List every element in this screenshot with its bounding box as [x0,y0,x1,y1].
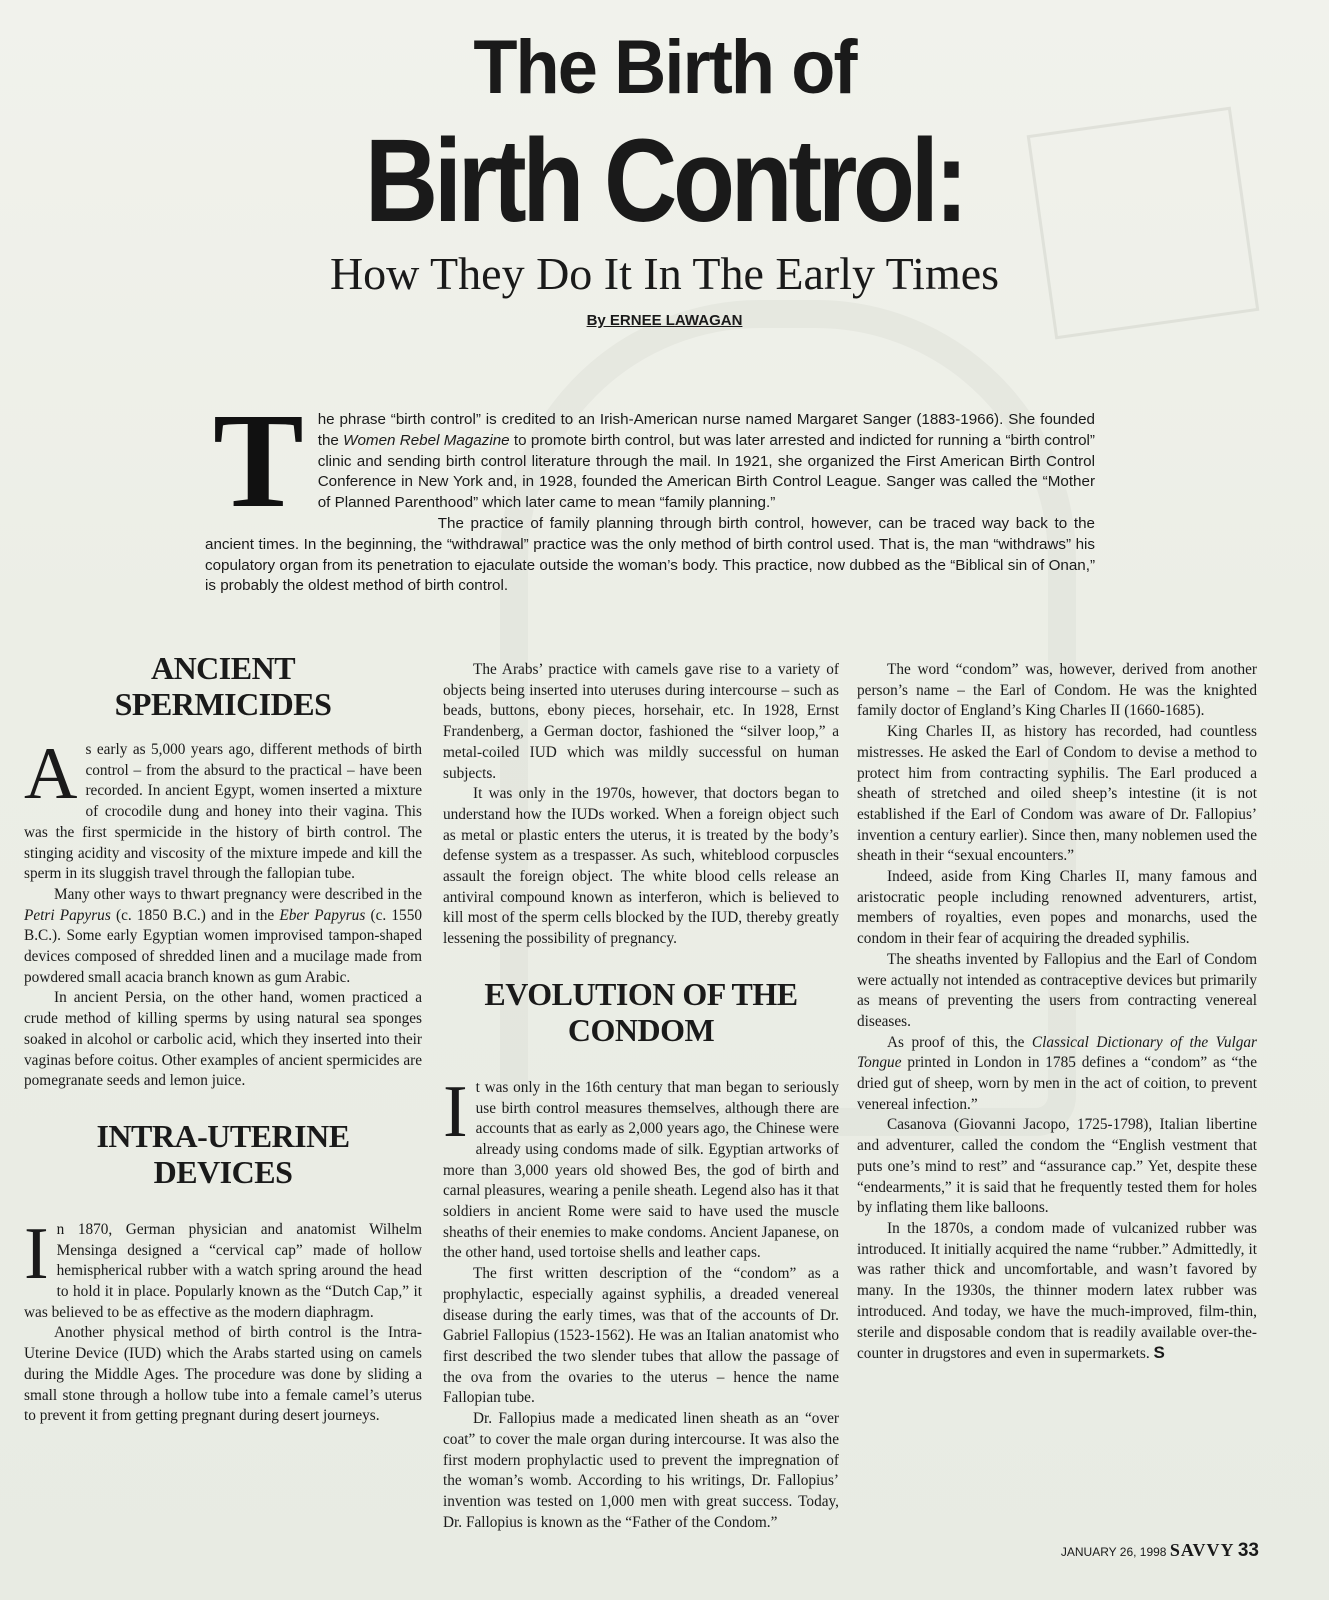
headline-line2: Birth Control: [364,115,965,247]
page-number: 33 [1237,1540,1259,1561]
paragraph: The Arabs’ practice with camels gave rise to a variety of objects being inserted into uteruses during intercourse – such as beads, buttons, ebony pieces, horsehair, etc. In 1928, Ernst Frandenberg, a German doctor, fashioned the “silver loop,” a metal-coiled IUD which was mildly successful on human subjects. [443,661,839,782]
page-footer [1061,1540,1259,1562]
column-2 [443,660,839,1533]
subtitle: How They Do It In The Early Times [329,248,1000,299]
paragraph: Casanova (Giovanni Jacopo, 1725-1798), Italian libertine and adventurer, called the condom the “English vestment that puts one’s mind to rest” and “assurance cap.” Yet, despite these “endearments,” it is said that he frequently tested them for holes by inflating them like balloons. [857,1116,1257,1217]
byline: By ERNEE LAWAGAN [586,312,743,329]
paragraph: Dr. Fallopius made a medicated linen sheath as an “over coat” to cover the male organ during intercourse. It was also the first modern prophylactic used to prevent the impregnation of the woman’s womb. According to his writings, Dr. Fallopius’ invention was tested on 1,000 men with great success. Today, Dr. Fallopius is known as the “Father of the Condom.” [443,1410,839,1531]
drop-cap: A [24,733,78,815]
paragraph: It was only in the 1970s, however, that doctors began to understand how the IUDs worked. When a foreign object such as metal or plastic enters the uterus, it is treated by the body’s defense system as a trespasser. As such, whiteblood corpuscles assault the foreign object. The white blood cells release an antiviral compound known as interferon, which is believed to kill most of the sperm cells blocked by the IUD, thereby greatly lessening the possibility of pregnancy. [443,785,839,948]
headline-line1: The Birth of [473,25,856,110]
paragraph: The word “condom” was, however, derived from another person’s name – the Earl of Condom. He was the knighted family doctor of England’s King Charles II (1660-1685). [857,661,1257,720]
paragraph: Indeed, aside from King Charles II, many famous and aristocratic people including renowned adventurers, artist, members of royalties, even popes and monarchs, used the condom in their fear of acquiring the dreaded syphilis. [857,868,1257,948]
end-mark: S [1153,1343,1165,1363]
drop-cap: T [213,386,304,536]
paragraph: The sheaths invented by Fallopius and the Earl of Condom were actually not intended as contraceptive devices but primarily as means of preventing the users from contracting venereal diseases. [857,950,1257,1030]
paragraph: In ancient Persia, on the other hand, women practiced a crude method of killing sperms by using natural sea sponges soaked in alcohol or carbolic acid, which they inserted into their vaginas before coitus. Other examples of ancient spermicides are pomegranate seeds and lemon juice. [24,989,422,1090]
paragraph: Another physical method of birth control is the Intra-Uterine Device (IUD) which the Arabs started using on camels during the Middle Ages. The procedure was done by sliding a small stone through a hollow tube into a female camel’s uterus to prevent it from getting pregnant during desert journeys. [24,1324,422,1425]
intro-text [205,386,1095,597]
paragraph: t was only in the 16th century that man began to seriously use birth control measures themselves, although there are accounts that as early as 2,000 years ago, the Chinese were already using condoms made of silk. Egyptian artworks of more than 3,000 years old showed Bes, the god of birth and carnal pleasures, wearing a penile sheath. Legend also has it that soldiers in ancient Rome were said to have used the muscle sheaths of their enemies to make condoms. Ancient Japanese, on the other hand, used tortoise shells and leather caps. [443,1078,839,1262]
section-heading-iud: INTRA-UTERINE DEVICES [96,1117,350,1190]
paragraph: In the 1870s, a condom made of vulcanized rubber was introduced. It initially acquired the name “rubber.” Admittedly, it was rather thick and uncomfortable, and wasn’t favored by many. In the 1930s, the thinner modern latex rubber was introduced. And today, we have the much-improved, film-thin, sterile and disposable condom that is readily available over-the-counter in drugstores and even in supermarkets. S [857,1219,1257,1363]
section-heading-spermicides: ANCIENT SPERMICIDES [114,650,332,722]
column-3 [857,660,1257,1365]
issue-date: JANUARY 26, 1998 [1060,1545,1167,1559]
magazine-name: SAVVY [1169,1540,1235,1560]
drop-cap: I [443,1070,468,1153]
paragraph: As proof of this, the Classical Dictionary of the Vulgar Tongue printed in London in 1785 defines a “condom” as “the dried gut of sheep, worn by men in the act of coition, to prevent venereal infection.” [857,1033,1257,1113]
paragraph: s early as 5,000 years ago, different methods of birth control – from the absurd to the practical – have been recorded. In ancient Egypt, women inserted a mixture of crocodile dung and honey into their vagina. This was the first spermicide in the history of birth control. The stinging acidity and viscosity of the mixture impede and kill the sperm in its sluggish travel through the fallopian tube. [24,741,422,883]
paragraph: The first written description of the “condom” as a prophylactic, especially against syphilis, a dreaded venereal disease during the early times, was that of the accounts of Dr. Gabriel Fallopius (1523-1562). He was an Italian anatomist who first described the two slender tubes that allow the passage of the ova from the ovaries to the uterus – hence the name Fallopian tube. [443,1265,839,1407]
section-heading-condom: EVOLUTION OF THE CONDOM [484,975,798,1048]
paragraph: King Charles II, as history has recorded, had countless mistresses. He asked the Earl of Condom to devise a method to protect him from contracting syphilis. The Earl produced a sheath of stretched and oiled sheep’s intestine (it is not established if the Earl of Condom was aware of Dr. Fallopius’ invention a century earlier). Since then, many noblemen used the sheath in their “sexual encounters.” [857,723,1257,865]
drop-cap: I [24,1212,49,1295]
paragraph: Many other ways to thwart pregnancy were described in the Petri Papyrus (c. 1850 B.C.) and in the Eber Papyrus (c. 1550 B.C.). Some early Egyptian women improvised tampon-shaped devices composed of shredded linen and a mucilage made from powdered small acacia branch known as gum Arabic. [24,885,422,986]
intro-paragraph-2: The practice of family planning through birth control, however, can be traced way back to the ancient times. In the beginning, the “withdrawal” practice was the only method of birth control used. That is, the man “withdraws” his copulatory organ from its penetration to ejaculate outside the woman’s body. This practice, now dubbed as the “Biblical sin of Onan,” is probably the oldest method of birth control. [205,514,1095,595]
column-1 [24,650,422,1427]
intro-paragraph-1: he phrase “birth control” is credited to an Irish-American nurse named Margaret Sanger (1883-1966). She founded the Women Rebel Magazine to promote birth control, but was later arrested and indicted for running a “birth control” clinic and sending birth control literature through the mail. In 1921, she organized the First American Birth Control Conference in New York and, in 1928, founded the American Birth Control League. Sanger was called the “Mother of Planned Parenthood” which later came to mean “family planning.” [317,411,1095,512]
paragraph: n 1870, German physician and anatomist Wilhelm Mensinga designed a “cervical cap” made of hollow hemispherical rubber with a watch spring around the head to hold it in place. Popularly known as the “Dutch Cap,” it was believed to be as effective as the modern diaphragm. [24,1220,422,1321]
